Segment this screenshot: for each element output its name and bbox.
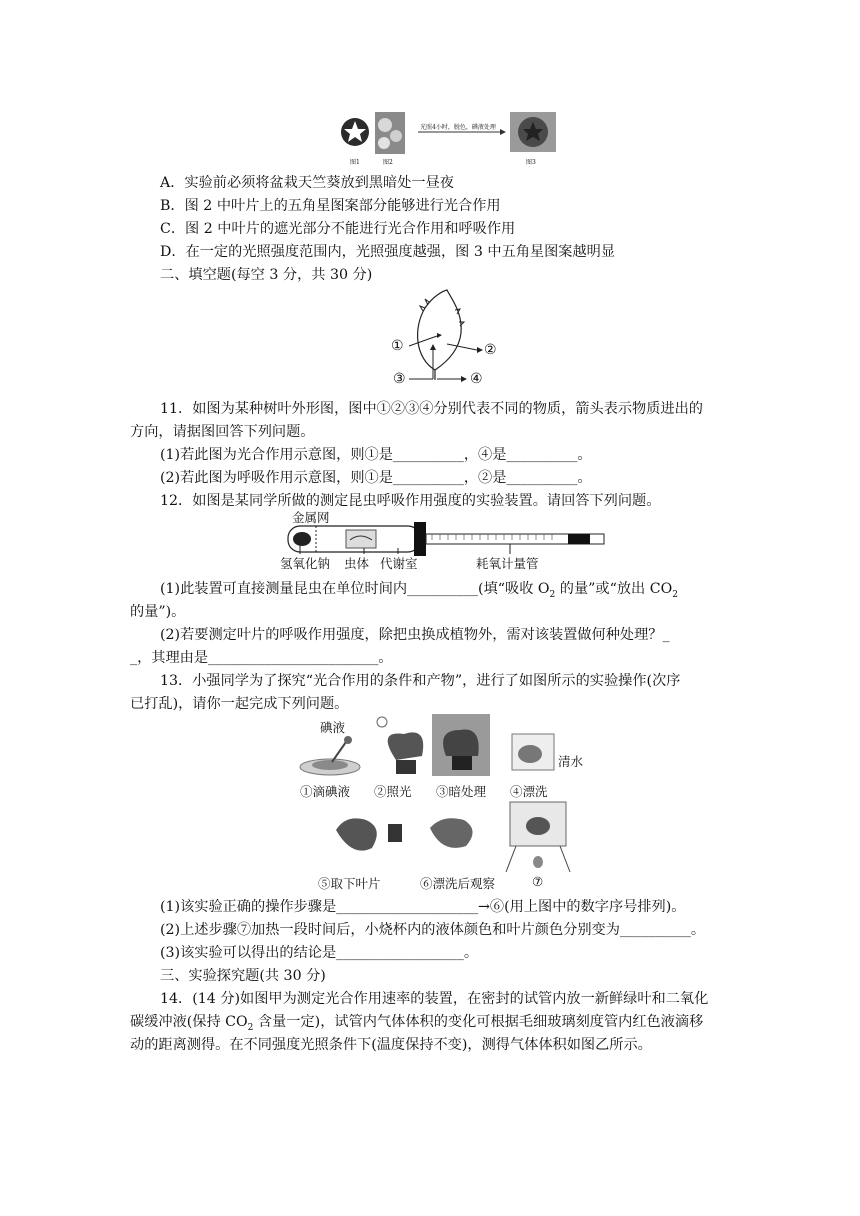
leaf-mark-4: ④ bbox=[470, 371, 483, 387]
q13-sub3: (3)该实验可以得出的结论是__________________。 bbox=[160, 945, 479, 961]
q12-label-insect: 虫体 bbox=[344, 556, 370, 571]
section-3-title: 三、实验探究题(共 30 分) bbox=[160, 968, 326, 984]
q12-apparatus-figure bbox=[280, 510, 610, 572]
top-figure bbox=[340, 110, 560, 168]
leaf-mark-1: ① bbox=[391, 338, 404, 354]
q12-label-tube: 耗氧计量管 bbox=[476, 556, 539, 571]
q11-stem-2: 方向，请据图回答下列问题。 bbox=[130, 424, 315, 440]
q12-sub2-line1: (2)若要测定叶片的呼吸作用强度，除把虫换成植物外，需对该装置做何种处理？_ bbox=[160, 627, 670, 643]
fig-label-1: 图1 bbox=[350, 159, 360, 166]
fig-arrow-text: 光照4小时，脱色，碘液处理 bbox=[420, 124, 496, 131]
q12-label-mesh: 金属网 bbox=[292, 510, 330, 525]
q11-stem-1: 11．如图为某种树叶外形图，图中①②③④分别代表不同的物质，箭头表示物质进出的 bbox=[160, 401, 703, 417]
q13-sub1: (1)该实验正确的操作步骤是____________________→⑥(用上图中的数字序号排列)。 bbox=[160, 899, 686, 915]
q13-step-6: ⑥漂洗后观察 bbox=[420, 876, 496, 891]
q14-line3: 动的距离测得。在不同强度光照条件下(温度保持不变)，测得气体体积如图乙所示。 bbox=[130, 1037, 652, 1053]
leaf-mark-3: ③ bbox=[393, 371, 406, 387]
q12-label-naoh: 氢氧化钠 bbox=[280, 556, 331, 571]
fig-label-3: 图3 bbox=[526, 159, 536, 166]
q10-option-d: D．在一定的光照强度范围内，光照强度越强，图 3 中五角星图案越明显 bbox=[160, 244, 616, 260]
q13-label-iodine: 碘液 bbox=[320, 720, 346, 735]
q14-line2-text-a: 碳缓冲液(保持 CO bbox=[130, 1014, 248, 1030]
q12-sub1-text-b: 的量”或“放出 CO bbox=[555, 581, 673, 597]
q13-steps-figure bbox=[296, 712, 616, 892]
leaf-figure bbox=[385, 288, 505, 388]
q13-stem-2: 已打乱)，请你一起完成下列问题。 bbox=[130, 696, 349, 712]
q13-stem-1: 13．小强同学为了探究“光合作用的条件和产物”，进行了如图所示的实验操作(次序 bbox=[160, 673, 681, 689]
q14-line1: 14．(14 分)如图甲为测定光合作用速率的装置，在密封的试管内放一新鲜绿叶和二氧化 bbox=[160, 991, 709, 1007]
q13-label-water: 清水 bbox=[558, 754, 584, 769]
q11-sub2: (2)若此图为呼吸作用示意图，则①是__________，②是__________。 bbox=[160, 470, 592, 486]
q12-sub1-line2: 的量”)。 bbox=[130, 604, 186, 620]
q13-step-1: ①滴碘液 bbox=[300, 784, 351, 799]
q13-sub2: (2)上述步骤⑦加热一段时间后，小烧杯内的液体颜色和叶片颜色分别变为__________。 bbox=[160, 922, 706, 938]
q12-stem: 12．如图是某同学所做的测定昆虫呼吸作用强度的实验装置。请回答下列问题。 bbox=[160, 493, 661, 509]
q13-steps-diagram bbox=[296, 712, 616, 892]
q12-sub1-co2-subscript: 2 bbox=[672, 589, 678, 600]
q12-label-chamber: 代谢室 bbox=[380, 556, 418, 571]
q10-option-a: A．实验前必须将盆栽天竺葵放到黑暗处一昼夜 bbox=[160, 175, 454, 191]
q11-sub1: (1)若此图为光合作用示意图，则①是__________，④是__________。 bbox=[160, 447, 592, 463]
q10-option-b: B．图 2 中叶片上的五角星图案部分能够进行光合作用 bbox=[160, 198, 501, 214]
q12-sub1-text-a: (1)此装置可直接测量昆虫在单位时间内__________(填“吸收 O bbox=[160, 581, 550, 597]
q13-step-5: ⑤取下叶片 bbox=[318, 876, 381, 891]
q14-line2-text-b: 含量一定)，试管内气体体积的变化可根据毛细玻璃刻度管内红色液滴移 bbox=[253, 1014, 704, 1030]
q14-co2-subscript: 2 bbox=[247, 1022, 254, 1033]
q13-step-2: ②照光 bbox=[374, 784, 412, 799]
fig-label-2: 图2 bbox=[383, 159, 393, 166]
q12-sub1-o2-subscript: 2 bbox=[549, 589, 556, 600]
q12-sub1-line1 bbox=[160, 578, 678, 606]
leaf-mark-2: ② bbox=[484, 342, 497, 358]
q13-step-4: ④漂洗 bbox=[510, 784, 548, 799]
q12-sub2-line2: _，其理由是________________________。 bbox=[130, 650, 393, 666]
section-2-title: 二、填空题(每空 3 分，共 30 分) bbox=[160, 267, 373, 283]
q13-step-7: ⑦ bbox=[532, 874, 544, 889]
q10-option-c: C．图 2 中叶片的遮光部分不能进行光合作用和呼吸作用 bbox=[160, 221, 516, 237]
q13-step-3: ③暗处理 bbox=[436, 784, 487, 799]
